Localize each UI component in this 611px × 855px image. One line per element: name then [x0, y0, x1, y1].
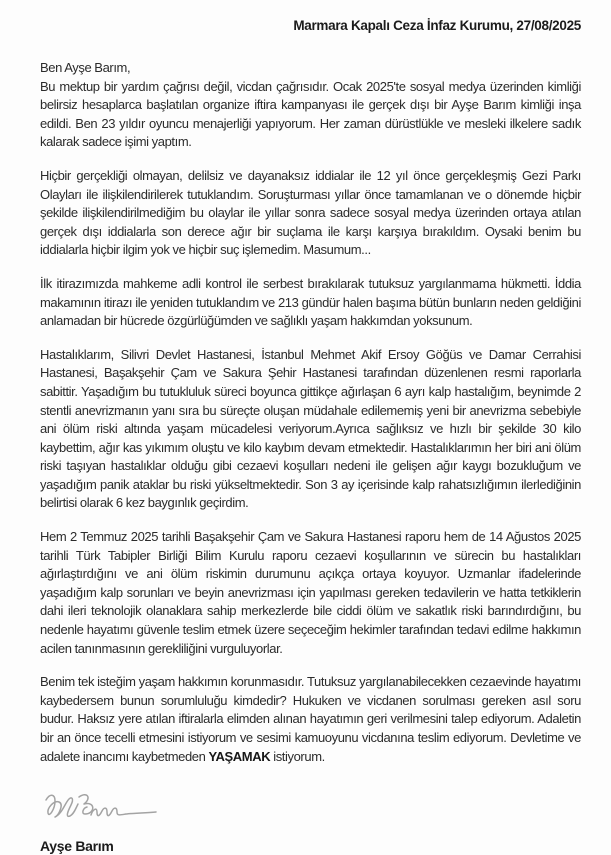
closing-text-after: istiyorum. [270, 748, 325, 764]
signer-name: Ayşe Barım [40, 838, 114, 855]
paragraph-3: İlk itirazımızda mahkeme adli kontrol ile serbest bırakılarak tutuksuz yargılanmama hükmetti. İddia makamının itirazı ile yeniden tutuklandım ve 213 gündür halen başıma bütün bunların neden geldiğini anlamadan bir hücrede özgürlüğümden ve sağlıklı yaşam hakkımdan yoksunum. [40, 275, 581, 329]
paragraph-5: Hem 2 Temmuz 2025 tarihli Başakşehir Çam ve Sakura Hastanesi raporu hem de 14 Ağustos 2025 tarihli Türk Tabipler Birliği Bilim Kurulu raporu cezaevi koşullarının ve sürecin bu hastalıkları ağırlaştırdığını ve ani ölüm riskimin durumunu açıkça ortaya koyuyor. Uzmanlar ifadelerinde yaşadığım kalp sorunları ve beyin anevrizması için yapılması gereken tedavilerin ve hatta tetkiklerin dahi ileri teknolojik olanaklara sahip merkezlerde bile ciddi ölüm ve sakatlık riski barındırdığını, bu nedenle hayatımı güvenle teslim etmek üzere seçeceğim hekimler tarafından tedavi edilme hakkımın acilen tanınmasının gerekliliğini vurguluyorlar. [40, 529, 581, 656]
salutation: Ben Ayşe Barım, [40, 60, 131, 75]
closing-text-before: Benim tek isteğim yaşam hakkımın korunmasıdır. Tutuksuz yargılanabilecekken cezaevinde hayatımı kaybedersem bunun sorumluluğu kimdedir? Hukuken ve vicdanen sorulması gereken asıl soru budur. Haksız yere atılan iftiralarla elimden alınan hayatımın geri verilmesini talep ediyorum. Adaletin bir an önce tecelli etmesini istiyorum ve sesimi kamuoyunu vicdanına teslim ediyorum. Devletime ve adalete inancımı kaybetmeden [40, 674, 581, 764]
emphasis-word: YAŞAMAK [208, 748, 271, 764]
paragraph-1: Bu mektup bir yardım çağrısı değil, vicdan çağrısıdır. Ocak 2025'te sosyal medya üzerinden kimliği belirsiz hesaplarca başlatılan organize iftira kampanyası ile gerçek dışı bir Ayşe Barım kimliği inşa edildi. Ben 23 yıldır oyuncu menajerliği yapıyorum. Her zaman dürüstlükle ve mesleki ilkelere sadık kalarak sadece işimi yaptım. [40, 78, 581, 150]
signature-block [40, 790, 581, 854]
letter-header: Marmara Kapalı Ceza İnfaz Kurumu, 27/08/2025 [293, 18, 581, 33]
letter-body [40, 59, 581, 766]
closing-paragraph [40, 673, 581, 766]
paragraph-4: Hastalıklarım, Silivri Devlet Hastanesi, İstanbul Mehmet Akif Ersoy Göğüs ve Damar Cerrahisi Hastanesi, Başakşehir Çam ve Sakura Şehir Hastanesi tarafından düzenlenen resmi raporlarla sabittir. Yaşadığım bu tutukluluk süreci boyunca gittikçe ağırlaşan 6 ayrı kalp hastalığım, beynimde 2 stentli anevrizmanın yanı sıra bu süreçte oluşan müdahale edilememiş yeni bir anevrizma sebebiyle ani ölüm riski altında yaşam mücadelesi veriyorum.Ayrıca sağlıksız ve hızlı bir şekilde 30 kilo kaybettim, ağır kas yıkımım oluştu ve kilo kaybım devam etmektedir. Hastalıklarımın her biri ani ölüm riski taşıyan hastalıklar olduğu gibi cezaevi koşulları nedeni ile gelişen ağır kaygı bozukluğum ve yaşadığım panik ataklar bu riski yükseltmektedir. Son 3 ay içerisinde kalp rahatsızlığımın ilerlediğinin belirtisi olarak 6 kez baygınlık geçirdim. [40, 346, 581, 511]
paragraph-2: Hiçbir gerçekliği olmayan, delilsiz ve dayanaksız iddialar ile 12 yıl önce gerçekleşmiş Gezi Parkı Olayları ile ilişkilendirilerek tutuklandım. Soruşturması yıllar önce tamamlanan ve o dönemde hiçbir şekilde ilişkilendirilmediğim bu olaylar ile yıllar sonra sadece sosyal medya üzerinden ortaya atılan gerçek dışı iddialarla son derece ağır bir suçlama ile karşı karşıya bırakıldım. Oysaki benim bu iddialarla hiçbir ilgim yok ve hiçbir suç işlemedim. Masumum... [40, 167, 581, 258]
handwritten-signature-image [42, 790, 172, 828]
